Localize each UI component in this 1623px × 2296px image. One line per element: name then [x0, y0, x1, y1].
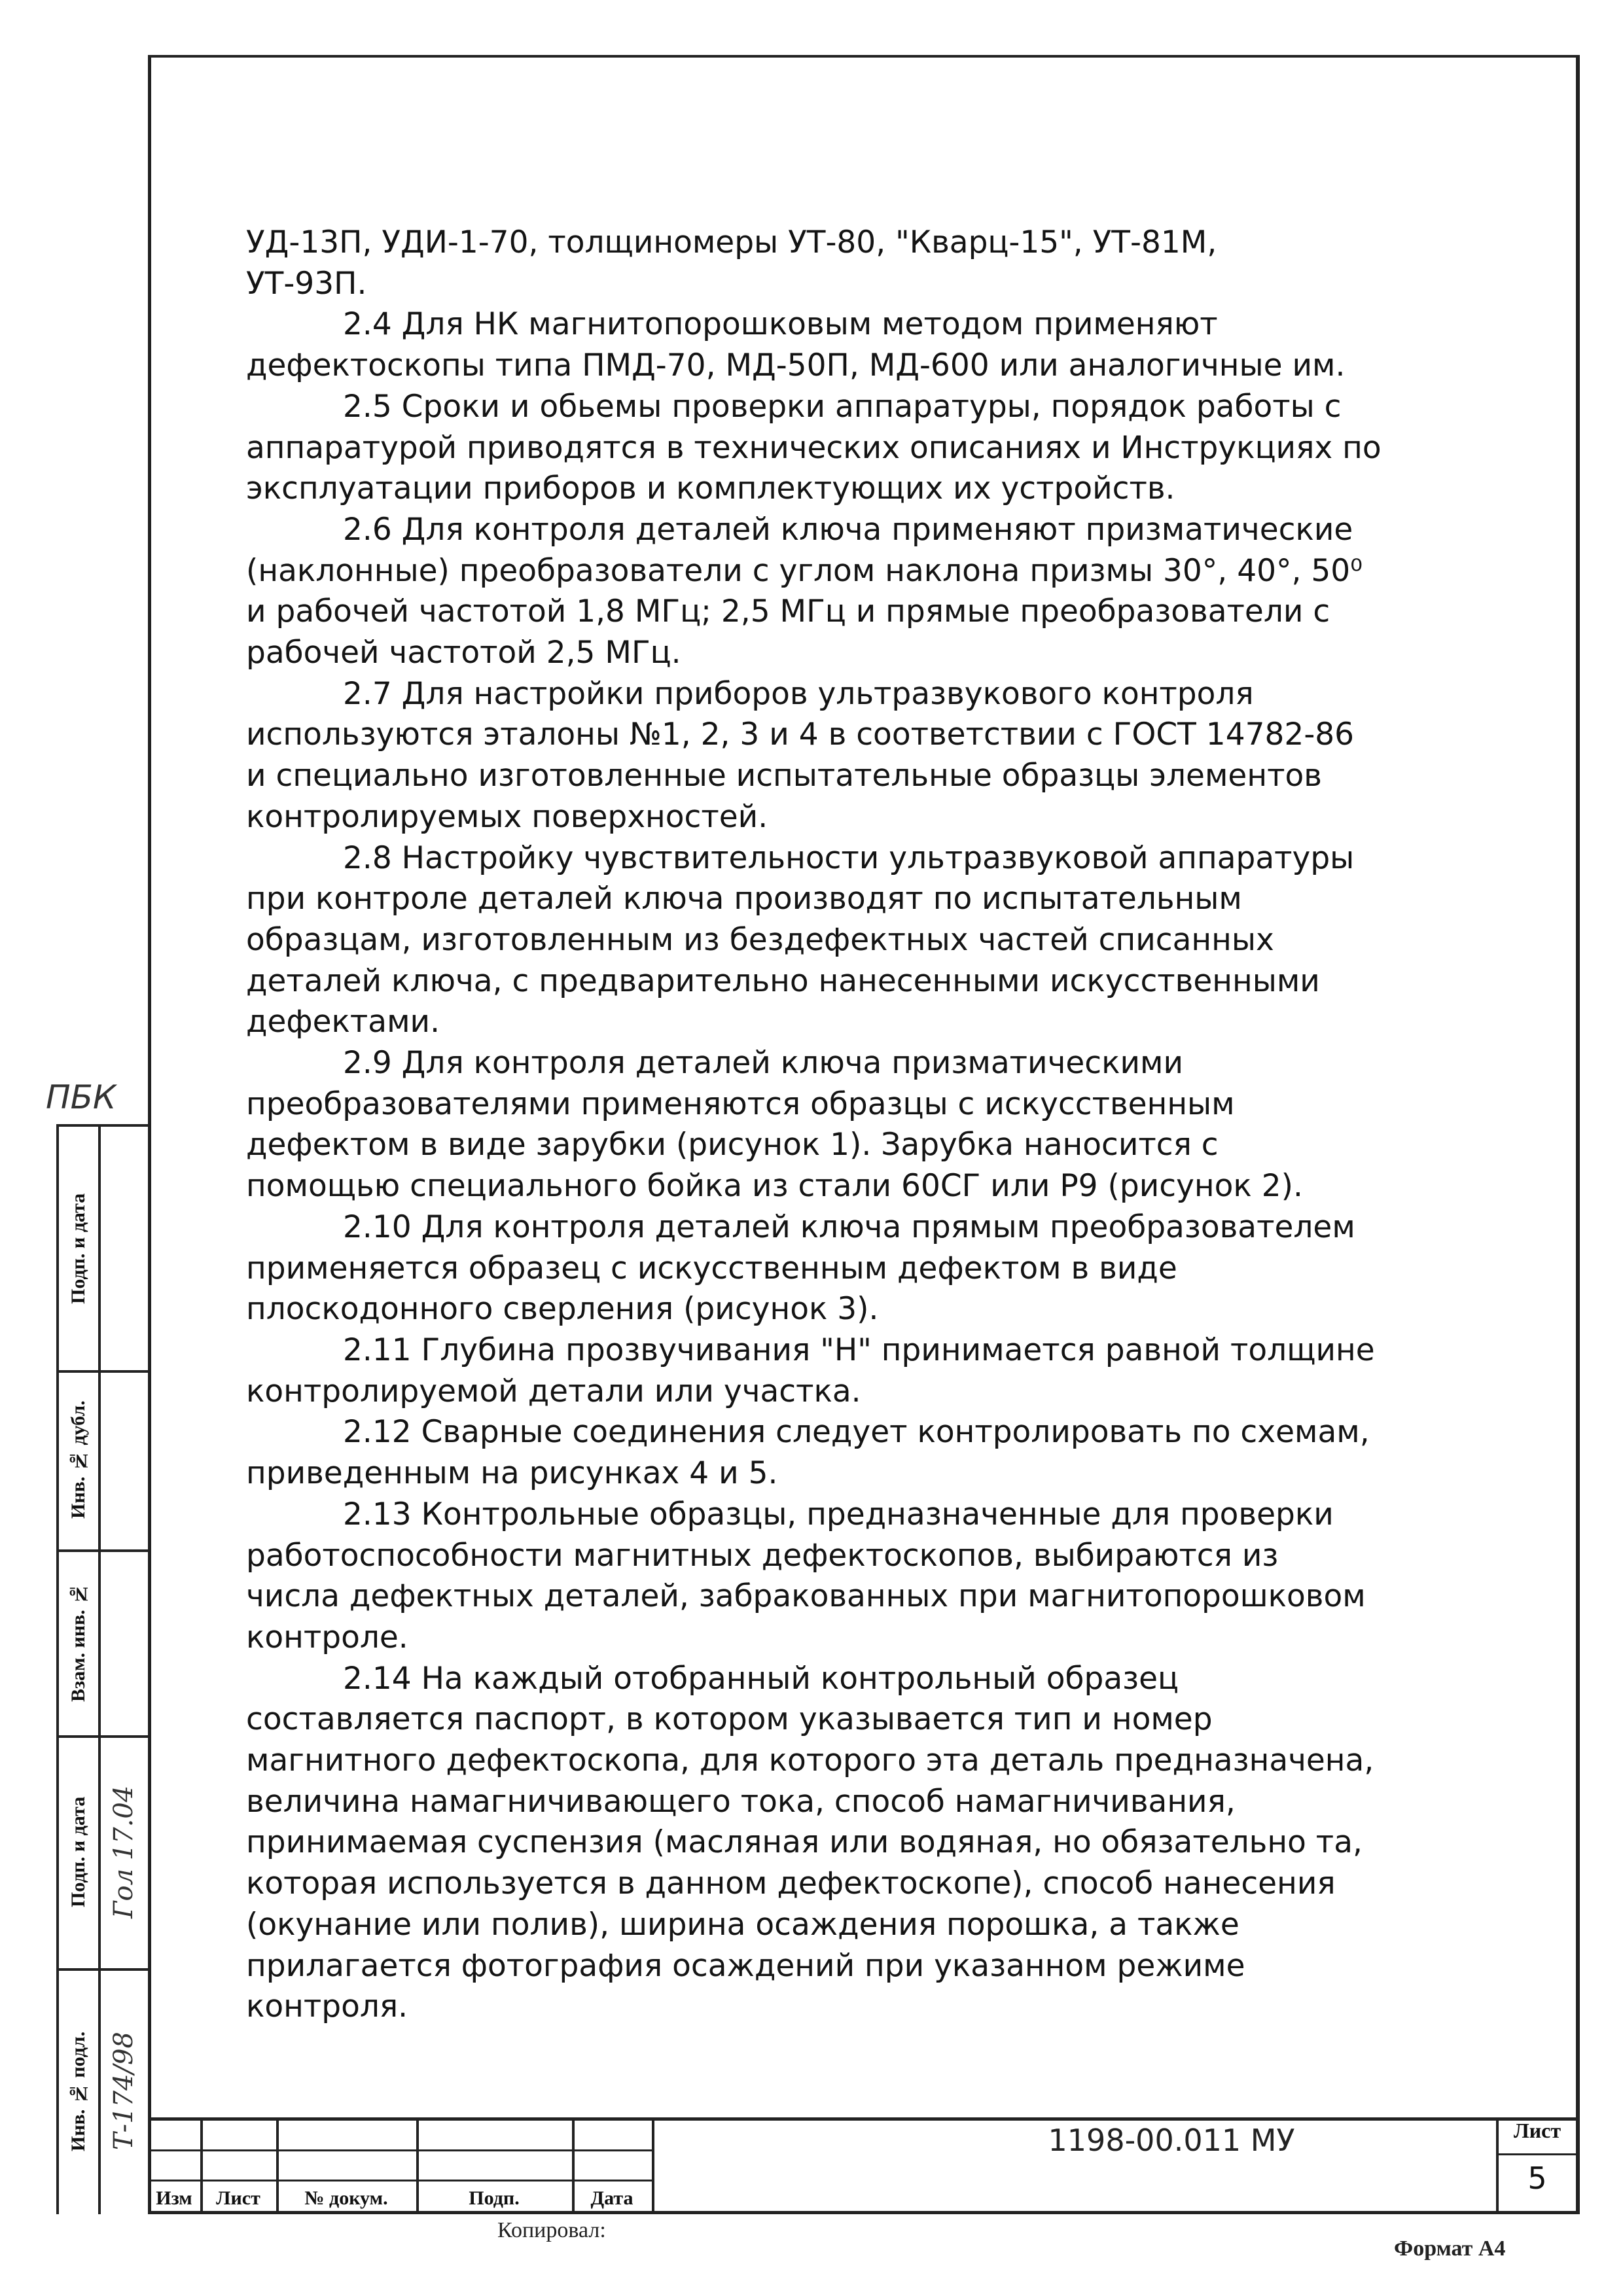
text-line: дефектом в виде зарубки (рисунок 1). Зарубка наносится с — [246, 1127, 1219, 1163]
text-line: контролируемых поверхностей. — [246, 798, 768, 835]
text-line: величина намагничивающего тока, способ намагничивания, — [246, 1783, 1236, 1820]
text-line: 2.14 На каждый отобранный контрольный образец — [343, 1660, 1179, 1697]
text-line: контролируемой детали или участка. — [246, 1373, 861, 1409]
sheet-number: 5 — [1527, 2161, 1547, 2196]
pbk-stamp: ПБК — [46, 1078, 116, 1116]
handwritten-sign-date: Гол 17.04 — [109, 1785, 139, 1918]
text-line: 2.8 Настройку чувствительности ультразвуковой аппаратуры — [343, 839, 1355, 876]
text-line: 2.13 Контрольные образцы, предназначенные для проверки — [343, 1496, 1334, 1532]
text-line: 2.6 Для контроля деталей ключа применяют призматические — [343, 511, 1353, 548]
text-line: УТ-93П. — [246, 265, 367, 302]
label-sign-date-2: Подп. и дата — [67, 1796, 89, 1907]
copied-by-label: Копировал: — [497, 2218, 606, 2242]
text-line: эксплуатации приборов и комплектующих их устройств. — [246, 470, 1175, 507]
text-line: числа дефектных деталей, забракованных при магнитопорошковом — [246, 1578, 1366, 1615]
text-line: 2.9 Для контроля деталей ключа призматическими — [343, 1045, 1184, 1082]
text-line: аппаратурой приводятся в технических описаниях и Инструкциях по — [246, 429, 1382, 466]
paper-format-label: Формат А4 — [1394, 2236, 1506, 2261]
text-line: 2.4 Для НК магнитопорошковым методом применяют — [343, 306, 1218, 343]
text-line: применяется образец с искусственным дефектом в виде — [246, 1250, 1177, 1286]
text-line: при контроле деталей ключа производят по испытательным — [246, 881, 1242, 917]
text-line: плоскодонного сверления (рисунок 3). — [246, 1291, 879, 1328]
text-line: принимаемая суспензия (масляная или водяная, но обязательно та, — [246, 1824, 1363, 1861]
text-line: (наклонные) преобразователи с углом наклона призмы 30°, 40°, 50⁰ — [246, 552, 1363, 589]
tb-row-line — [148, 2149, 652, 2151]
text-line: контроле. — [246, 1619, 408, 1655]
label-inv-dubl: Инв. № дубл. — [67, 1400, 89, 1519]
tb-col-line — [652, 2121, 654, 2211]
label-sign-date-1: Подп. и дата — [67, 1193, 89, 1304]
tb-header-izm: Изм — [156, 2187, 192, 2209]
text-line: которая используется в данном дефектоскопе), способ нанесения — [246, 1865, 1336, 1902]
document-body — [246, 222, 1457, 2028]
text-line: магнитного дефектоскопа, для которого эта деталь предназначена, — [246, 1742, 1374, 1779]
text-line: составляется паспорт, в котором указывается тип и номер — [246, 1701, 1213, 1738]
text-line: прилагается фотография осаждений при указанном режиме — [246, 1947, 1245, 1984]
text-line: контроля. — [246, 1988, 408, 2025]
text-line: используются эталоны №1, 2, 3 и 4 в соответствии с ГОСТ 14782-86 — [246, 716, 1355, 753]
text-line: 2.10 Для контроля деталей ключа прямым преобразователем — [343, 1209, 1355, 1245]
tb-header-date: Дата — [590, 2187, 633, 2209]
text-line: приведенным на рисунках 4 и 5. — [246, 1455, 778, 1492]
sheet-label: Лист — [1513, 2119, 1561, 2142]
text-line: работоспособности магнитных дефектоскопов, выбираются из — [246, 1537, 1279, 1574]
document-code: 1198-00.011 МУ — [1048, 2123, 1295, 2158]
text-line: образцам, изготовленным из бездефектных частей списанных — [246, 921, 1274, 958]
tb-row-line — [148, 2180, 652, 2181]
handwritten-inv-number: Т-174/98 — [109, 2032, 139, 2151]
tb-header-sign: Подп. — [469, 2187, 520, 2209]
text-line: 2.7 Для настройки приборов ультразвукового контроля — [343, 675, 1254, 712]
label-vzam-inv: Взам. инв. № — [67, 1583, 89, 1702]
text-line: 2.5 Сроки и обьемы проверки аппаратуры, порядок работы с — [343, 388, 1342, 425]
text-line: помощью специального бойка из стали 60СГ или Р9 (рисунок 2). — [246, 1168, 1303, 1205]
text-line: преобразователями применяются образцы с искусственным — [246, 1086, 1235, 1122]
label-inv-podl: Инв. № подл. — [67, 2031, 89, 2151]
text-line: и рабочей частотой 1,8 МГц; 2,5 МГц и прямые преобразователи с — [246, 593, 1330, 630]
text-line: дефектоскопы типа ПМД-70, МД-50П, МД-600 или аналогичные им. — [246, 347, 1346, 384]
text-line: и специально изготовленные испытательные образцы элементов — [246, 758, 1322, 794]
text-line: деталей ключа, с предварительно нанесенными искусственными — [246, 963, 1320, 999]
text-line: 2.11 Глубина прозвучивания "Н" принимается равной толщине — [343, 1332, 1375, 1368]
tb-header-list: Лист — [216, 2187, 260, 2209]
text-line: УД-13П, УДИ-1-70, толщиномеры УТ-80, "Кварц-15", УТ-81М, — [246, 224, 1217, 260]
text-line: дефектами. — [246, 1004, 440, 1040]
tb-row-line — [1496, 2153, 1580, 2155]
text-line: (окунание или полив), ширина осаждения порошка, а также — [246, 1906, 1240, 1943]
margin-strip — [56, 1124, 148, 2214]
tb-header-doc: № докум. — [304, 2187, 388, 2209]
text-line: 2.12 Сварные соединения следует контролировать по схемам, — [343, 1414, 1370, 1451]
text-line: рабочей частотой 2,5 МГц. — [246, 635, 681, 671]
